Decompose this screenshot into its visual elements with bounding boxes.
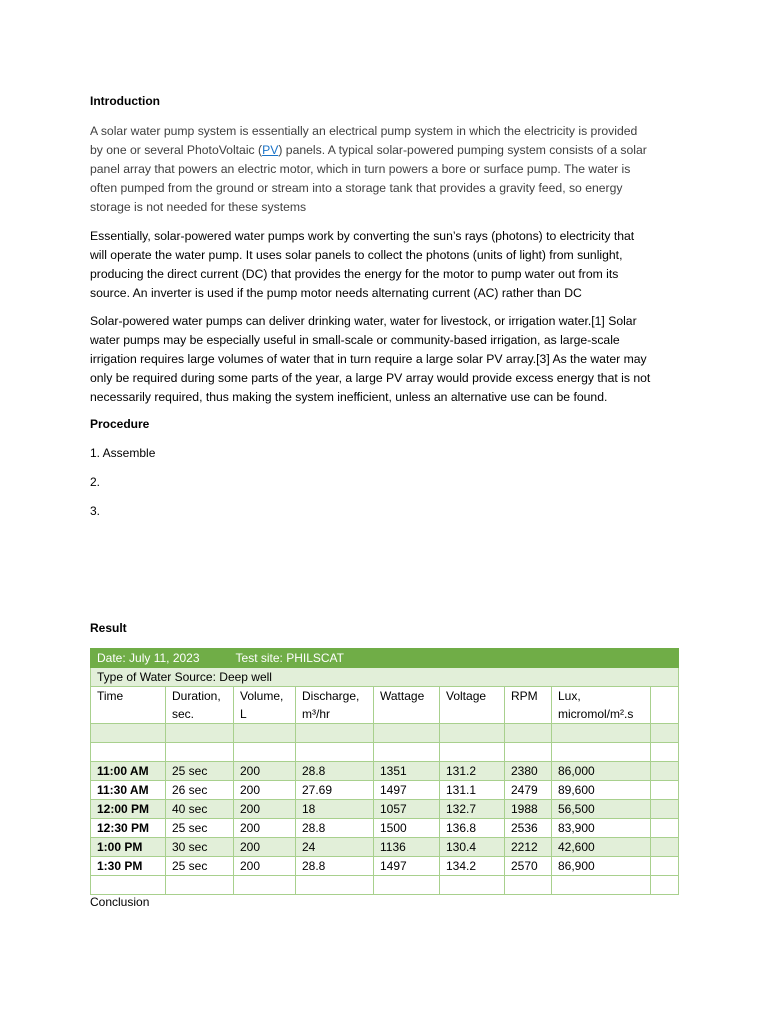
duration-cell: 25 sec (166, 762, 234, 781)
wattage-cell: 1497 (374, 781, 440, 800)
header-line: sec. (172, 707, 195, 721)
table-row (91, 762, 679, 781)
rpm-cell: 2212 (505, 838, 552, 857)
column-header-rpm (505, 687, 552, 724)
column-header-discharge (296, 687, 374, 724)
text-line: panel array that powers an electric motor, which in turn powers a bore or surface pump. The water is (90, 162, 631, 176)
text-line: often pumped from the ground or stream into a storage tank that provides a gravity feed, so energy (90, 181, 623, 195)
voltage-cell: 136.8 (440, 819, 505, 838)
procedure-heading: Procedure (90, 417, 150, 431)
test-site: Test site: PHILSCAT (235, 651, 344, 665)
table-banner-row (91, 649, 679, 668)
water-source-row (91, 668, 679, 687)
header-line: m³/hr (302, 707, 330, 721)
table-cell (651, 819, 679, 838)
discharge-cell: 28.8 (296, 819, 374, 838)
table-cell (166, 724, 234, 743)
rpm-cell: 1988 (505, 800, 552, 819)
table-cell (91, 743, 166, 762)
time-cell: 1:30 PM (91, 857, 166, 876)
volume-cell: 200 (234, 800, 296, 819)
discharge-cell: 28.8 (296, 762, 374, 781)
voltage-cell: 130.4 (440, 838, 505, 857)
table-cell (91, 876, 166, 895)
text-line: will operate the water pump. It uses solar panels to collect the photons (units of light) from sunlight, (90, 248, 623, 262)
duration-cell: 26 sec (166, 781, 234, 800)
table-cell (440, 876, 505, 895)
lux-cell: 83,900 (552, 819, 651, 838)
volume-cell: 200 (234, 781, 296, 800)
table-cell (234, 724, 296, 743)
table-cell (296, 876, 374, 895)
table-cell (374, 743, 440, 762)
header-line: L (240, 707, 247, 721)
duration-cell: 25 sec (166, 819, 234, 838)
discharge-cell: 24 (296, 838, 374, 857)
table-cell (234, 743, 296, 762)
table-cell (552, 876, 651, 895)
table-cell (552, 743, 651, 762)
column-header-wattage (374, 687, 440, 724)
discharge-cell: 27.69 (296, 781, 374, 800)
table-cell (651, 762, 679, 781)
duration-cell: 25 sec (166, 857, 234, 876)
rpm-cell: 2570 (505, 857, 552, 876)
duration-cell: 40 sec (166, 800, 234, 819)
table-cell (374, 724, 440, 743)
column-header-volume (234, 687, 296, 724)
table-cell (552, 724, 651, 743)
text-line: Solar-powered water pumps can deliver drinking water, water for livestock, or irrigation water.[1] Solar (90, 314, 637, 328)
table-row (91, 857, 679, 876)
procedure-step-1: 1. Assemble (90, 446, 156, 460)
text-line: source. An inverter is used if the pump motor needs alternating current (AC) rather than DC (90, 286, 582, 300)
table-row-empty (91, 724, 679, 743)
table-row (91, 819, 679, 838)
volume-cell: 200 (234, 762, 296, 781)
rpm-cell: 2479 (505, 781, 552, 800)
header-line: micromol/m².s (558, 707, 634, 721)
header-line: RPM (511, 689, 538, 703)
header-line: Volume, (240, 689, 284, 703)
voltage-cell: 131.1 (440, 781, 505, 800)
text-line: water pumps may be especially useful in small-scale or community-based irrigation, as large-scale (90, 333, 620, 347)
wattage-cell: 1497 (374, 857, 440, 876)
discharge-cell: 18 (296, 800, 374, 819)
text-line: producing the direct current (DC) that provides the energy for the motor to pump water out from its (90, 267, 619, 281)
text-line (90, 141, 678, 160)
water-source-cell: Type of Water Source: Deep well (91, 668, 679, 687)
lux-cell: 89,600 (552, 781, 651, 800)
wattage-cell: 1057 (374, 800, 440, 819)
table-cell (651, 781, 679, 800)
text-line: only be required during some parts of the year, a large PV array would provide excess energy that is not (90, 371, 651, 385)
discharge-cell: 28.8 (296, 857, 374, 876)
introduction-heading: Introduction (90, 94, 160, 108)
voltage-cell: 132.7 (440, 800, 505, 819)
column-header-duration (166, 687, 234, 724)
time-cell: 11:00 AM (91, 762, 166, 781)
column-header-lux (552, 687, 651, 724)
table-cell (505, 724, 552, 743)
time-cell: 1:00 PM (91, 838, 166, 857)
header-line: Duration, (172, 689, 221, 703)
rpm-cell: 2380 (505, 762, 552, 781)
column-header-voltage (440, 687, 505, 724)
procedure-step-3: 3. (90, 504, 101, 518)
text-line: irrigation requires large volumes of water that in turn require a large solar PV array.[3] As the water may (90, 352, 647, 366)
header-line: Lux, (558, 689, 581, 703)
table-cell (651, 724, 679, 743)
intro-paragraph-1 (90, 122, 678, 217)
table-cell (505, 743, 552, 762)
wattage-cell: 1136 (374, 838, 440, 857)
lux-cell: 86,000 (552, 762, 651, 781)
table-cell (166, 876, 234, 895)
table-cell (440, 743, 505, 762)
table-cell (651, 800, 679, 819)
text-line: Essentially, solar-powered water pumps work by converting the sun’s rays (photons) to electricity that (90, 229, 635, 243)
table-row (91, 800, 679, 819)
table-header-row (91, 687, 679, 724)
column-header-empty (651, 687, 679, 724)
time-cell: 12:00 PM (91, 800, 166, 819)
voltage-cell: 131.2 (440, 762, 505, 781)
table-row-spacer (91, 743, 679, 762)
header-line: Wattage (380, 689, 425, 703)
table-cell (505, 876, 552, 895)
time-cell: 11:30 AM (91, 781, 166, 800)
table-cell (651, 857, 679, 876)
lux-cell: 42,600 (552, 838, 651, 857)
text-line: A solar water pump system is essentially an electrical pump system in which the electricity is provided (90, 124, 638, 138)
table-cell (651, 838, 679, 857)
table-cell (651, 743, 679, 762)
header-line: Time (97, 689, 124, 703)
table-row (91, 781, 679, 800)
voltage-cell: 134.2 (440, 857, 505, 876)
conclusion-heading: Conclusion (90, 895, 150, 909)
text-segment: ) panels. A typical solar-powered pumping system consists of a solar (278, 143, 647, 157)
text-line: necessarily required, thus making the system inefficient, unless an alternative use can be found. (90, 390, 608, 404)
test-date: Date: July 11, 2023 (97, 651, 200, 665)
header-line: Discharge, (302, 689, 360, 703)
table-cell (296, 743, 374, 762)
pv-link[interactable]: PV (262, 143, 279, 157)
table-cell (166, 743, 234, 762)
table-cell (374, 876, 440, 895)
table-row-empty (91, 876, 679, 895)
wattage-cell: 1500 (374, 819, 440, 838)
volume-cell: 200 (234, 838, 296, 857)
banner-cell (91, 649, 679, 668)
table-row (91, 838, 679, 857)
text-segment: by one or several PhotoVoltaic ( (90, 143, 263, 157)
intro-paragraph-3 (90, 312, 678, 407)
table-cell (440, 724, 505, 743)
text-line: storage is not needed for these systems (90, 200, 307, 214)
time-cell: 12:30 PM (91, 819, 166, 838)
procedure-step-2: 2. (90, 475, 101, 489)
duration-cell: 30 sec (166, 838, 234, 857)
volume-cell: 200 (234, 857, 296, 876)
intro-paragraph-2 (90, 227, 678, 303)
table-cell (651, 876, 679, 895)
table-cell (91, 724, 166, 743)
column-header-time (91, 687, 166, 724)
table-cell (234, 876, 296, 895)
lux-cell: 86,900 (552, 857, 651, 876)
result-heading: Result (90, 621, 127, 635)
header-line: Voltage (446, 689, 487, 703)
lux-cell: 56,500 (552, 800, 651, 819)
results-table (90, 648, 679, 895)
table-cell (296, 724, 374, 743)
wattage-cell: 1351 (374, 762, 440, 781)
rpm-cell: 2536 (505, 819, 552, 838)
volume-cell: 200 (234, 819, 296, 838)
